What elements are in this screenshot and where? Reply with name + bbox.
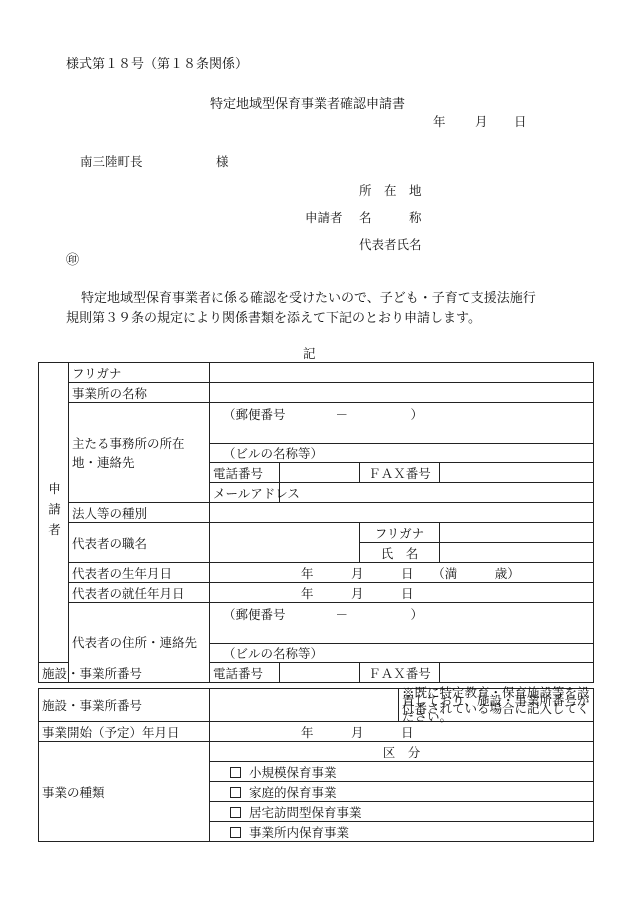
corp-type-label: 法人等の種別 xyxy=(69,503,210,523)
date-day: 日 xyxy=(514,114,527,129)
phone-field[interactable] xyxy=(280,463,360,483)
rep-furigana-label: フリガナ xyxy=(360,523,440,543)
rep-appointed-field[interactable] xyxy=(210,583,594,603)
start-date-field[interactable] xyxy=(210,722,594,742)
checkbox-icon[interactable] xyxy=(230,767,241,778)
fax-label: ＦＡＸ番号 xyxy=(360,463,440,483)
postal-code-text: （郵便番号 － ） xyxy=(223,407,424,422)
rep-phone-label: 電話番号 xyxy=(210,663,280,683)
rep-birth-text: 年 月 日 （満 歳） xyxy=(301,565,520,581)
office-name-label: 事業所の名称 xyxy=(69,383,210,403)
start-date-label: 事業開始（予定）年月日 xyxy=(39,722,210,742)
rep-postal-field[interactable] xyxy=(210,603,594,644)
type-label: 居宅訪問型保育事業 xyxy=(249,804,362,820)
fax-field[interactable] xyxy=(440,463,594,483)
date-month: 月 xyxy=(475,114,488,129)
corp-type-field[interactable] xyxy=(210,503,594,523)
type-label: 小規模保育事業 xyxy=(249,764,337,780)
rep-address-label: 代表者の住所・連絡先 xyxy=(69,603,210,683)
building-field[interactable] xyxy=(210,444,594,463)
rep-birth-label: 代表者の生年月日 xyxy=(69,563,210,583)
type-label: 事業所内保育事業 xyxy=(249,824,350,840)
document-title: 特定地域型保育事業者確認申請書 xyxy=(210,97,406,112)
address-label: 所 在 地 xyxy=(359,183,422,198)
main-office-label: 主たる事務所の所在地・連絡先 xyxy=(69,403,210,503)
rep-birth-field[interactable] xyxy=(210,563,594,583)
rep-building-field[interactable] xyxy=(210,644,594,663)
facility-number-note: ※既に特定教育・保育施設等を設置しており、施設・事業所番号が付番されている場合に記入してください。 xyxy=(399,689,594,722)
body-text-line2: 規則第３９条の規定により関係書類を添えて下記のとおり申請します。 xyxy=(66,311,481,326)
postal-code-field[interactable] xyxy=(210,403,594,444)
checkbox-icon[interactable] xyxy=(230,787,241,798)
facility-no-label: 施設・事業所番号 xyxy=(39,663,210,683)
rep-postal-text: （郵便番号 － ） xyxy=(223,607,424,622)
rep-appointed-label: 代表者の就任年月日 xyxy=(69,583,210,603)
rep-phone-field[interactable] xyxy=(280,663,360,683)
application-table xyxy=(38,362,594,683)
furigana-label: フリガナ xyxy=(69,363,210,383)
rep-title-field[interactable] xyxy=(210,523,360,563)
form-number: 様式第１８号（第１８条関係） xyxy=(66,57,249,72)
applicant-side-label: 申請者 xyxy=(39,363,69,663)
representative-label: 代表者氏名 xyxy=(359,237,422,252)
checkbox-icon[interactable] xyxy=(230,807,241,818)
business-table xyxy=(38,685,594,842)
rep-furigana-field[interactable] xyxy=(440,523,594,543)
office-name-field[interactable] xyxy=(210,383,594,403)
rep-name-field[interactable] xyxy=(440,543,594,563)
business-type-label: 事業の種類 xyxy=(39,742,210,842)
rep-appointed-text: 年 月 日 xyxy=(301,585,414,601)
name-label: 名 称 xyxy=(359,210,422,225)
rep-building-text: （ビルの名称等） xyxy=(223,646,324,661)
facility-number-label: 施設・事業所番号 xyxy=(39,689,210,722)
type-label: 家庭的保育事業 xyxy=(249,784,337,800)
addressee: 南三陸町長 xyxy=(80,154,143,169)
phone-label: 電話番号 xyxy=(210,463,280,483)
category-header: 区 分 xyxy=(210,742,594,762)
checkbox-icon[interactable] xyxy=(230,827,241,838)
honorific: 様 xyxy=(216,154,229,169)
furigana-field[interactable] xyxy=(210,363,594,383)
date-year: 年 xyxy=(433,114,446,129)
type-option-workplace[interactable] xyxy=(210,822,594,842)
email-label: メールアドレス xyxy=(210,483,280,503)
type-option-home-based[interactable] xyxy=(210,782,594,802)
facility-number-field[interactable] xyxy=(210,689,399,722)
applicant-label: 申請者 xyxy=(305,210,343,225)
rep-fax-label: ＦＡＸ番号 xyxy=(360,663,440,683)
seal-mark: ㊞ xyxy=(66,253,80,268)
ki-mark: 記 xyxy=(303,346,316,361)
rep-title-label: 代表者の職名 xyxy=(69,523,210,563)
type-option-small-scale[interactable] xyxy=(210,762,594,782)
type-option-home-visit[interactable] xyxy=(210,802,594,822)
building-text: （ビルの名称等） xyxy=(223,446,324,461)
rep-name-label: 氏 名 xyxy=(360,543,440,563)
body-text-line1: 特定地域型保育事業者に係る確認を受けたいので、子ども・子育て支援法施行 xyxy=(81,291,536,306)
rep-fax-field[interactable] xyxy=(440,663,594,683)
start-date-text: 年 月 日 xyxy=(301,724,414,740)
email-field[interactable] xyxy=(280,483,594,503)
